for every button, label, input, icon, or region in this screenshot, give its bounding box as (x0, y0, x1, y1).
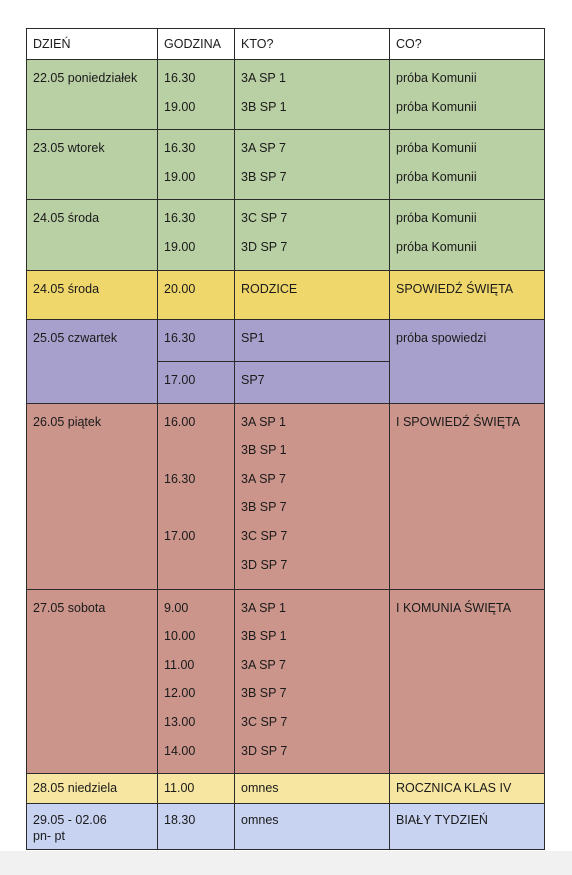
what-cell (390, 403, 545, 589)
who-cell (235, 774, 390, 804)
who-value: omnes (241, 781, 279, 796)
who-value: 3B SP 7 (241, 500, 287, 515)
what-value: BIAŁY TYDZIEŃ (396, 813, 488, 828)
what-cell (390, 130, 545, 200)
day-cell: 29.05 - 02.06 pn- pt (27, 804, 158, 850)
who-cell (235, 320, 390, 362)
what-cell (390, 271, 545, 320)
what-cell (390, 774, 545, 804)
table-row (27, 130, 545, 200)
table-row (27, 589, 545, 774)
time-value: 11.00 (164, 781, 195, 796)
time-value: 10.00 (164, 629, 196, 644)
day-cell: 23.05 wtorek (27, 130, 158, 200)
table-row (27, 403, 545, 589)
what-value: I KOMUNIA ŚWIĘTA (396, 600, 512, 615)
who-cell (235, 589, 390, 774)
day-cell: 27.05 sobota (27, 589, 158, 774)
what-cell (390, 60, 545, 130)
time-cell (158, 403, 235, 589)
time-cell (158, 271, 235, 320)
who-cell (235, 200, 390, 271)
table-row (27, 60, 545, 130)
header-time: GODZINA (158, 29, 235, 60)
who-value: omnes (241, 813, 279, 828)
who-value: 3C SP 7 (241, 211, 288, 226)
who-cell (235, 403, 390, 589)
who-value: RODZICE (241, 282, 298, 297)
time-value: 19.00 (164, 169, 196, 184)
time-value: 13.00 (164, 714, 196, 729)
schedule-table (26, 28, 545, 850)
what-value: I SPOWIEDŹ ŚWIĘTA (396, 414, 521, 429)
header-row (27, 29, 545, 60)
page-footer-strip (0, 851, 572, 875)
time-value: 16.00 (164, 414, 196, 429)
who-value: 3B SP 1 (241, 629, 287, 644)
day-cell: 25.05 czwartek (27, 320, 158, 403)
time-value: 20.00 (164, 282, 196, 297)
time-value: 9.00 (164, 600, 189, 615)
time-value: 16.30 (164, 471, 196, 486)
time-value: 12.00 (164, 686, 196, 701)
what-value: próba Komunii (396, 99, 477, 114)
time-cell (158, 774, 235, 804)
time-value: 17.00 (164, 528, 196, 543)
time-cell (158, 804, 235, 850)
what-cell (390, 320, 545, 403)
who-cell (235, 130, 390, 200)
what-cell (390, 200, 545, 271)
time-cell (158, 361, 235, 403)
time-value: 16.30 (164, 331, 196, 346)
who-value: 3A SP 7 (241, 657, 286, 672)
time-value: 17.00 (164, 372, 196, 387)
table-row (27, 200, 545, 271)
time-value: 19.00 (164, 99, 196, 114)
who-value: 3D SP 7 (241, 239, 288, 254)
what-value: próba spowiedzi (396, 331, 487, 346)
time-value: 16.30 (164, 71, 196, 85)
time-cell (158, 200, 235, 271)
day-cell: 24.05 środa (27, 200, 158, 271)
day-cell: 26.05 piątek (27, 403, 158, 589)
time-cell (158, 589, 235, 774)
time-value: 16.30 (164, 141, 196, 156)
who-cell (235, 271, 390, 320)
who-value: 3B SP 1 (241, 443, 287, 458)
time-value: 11.00 (164, 657, 195, 672)
who-value: 3C SP 7 (241, 528, 288, 543)
table-row (27, 320, 545, 362)
who-value: SP7 (241, 372, 265, 387)
header-who: KTO? (235, 29, 390, 60)
who-value: 3D SP 7 (241, 743, 288, 758)
what-cell (390, 804, 545, 850)
who-value: 3D SP 7 (241, 557, 288, 572)
day-cell: 24.05 środa (27, 271, 158, 320)
what-value: ROCZNICA KLAS IV (396, 781, 512, 796)
header-day: DZIEŃ (27, 29, 158, 60)
who-value: 3A SP 7 (241, 141, 286, 156)
time-cell (158, 130, 235, 200)
who-value: 3A SP 1 (241, 71, 286, 85)
who-value: 3B SP 7 (241, 686, 287, 701)
who-value: 3A SP 7 (241, 471, 286, 486)
who-value: 3B SP 1 (241, 99, 287, 114)
day-cell: 28.05 niedziela (27, 774, 158, 804)
who-cell (235, 60, 390, 130)
who-value: 3C SP 7 (241, 714, 288, 729)
what-value: próba Komunii (396, 169, 477, 184)
time-cell (158, 60, 235, 130)
what-cell (390, 589, 545, 774)
table-row (27, 774, 545, 804)
table-row (27, 271, 545, 320)
time-value: 14.00 (164, 743, 196, 758)
table-row (27, 804, 545, 850)
header-what: CO? (390, 29, 545, 60)
time-value: 18.30 (164, 813, 196, 828)
who-value: SP1 (241, 331, 265, 346)
time-value: 16.30 (164, 211, 196, 226)
day-cell: 22.05 poniedziałek (27, 60, 158, 130)
what-value: próba Komunii (396, 239, 477, 254)
who-cell (235, 804, 390, 850)
what-value: próba Komunii (396, 211, 477, 226)
who-cell (235, 361, 390, 403)
time-cell (158, 320, 235, 362)
time-value: 19.00 (164, 239, 196, 254)
who-value: 3A SP 1 (241, 414, 286, 429)
what-value: SPOWIEDŹ ŚWIĘTA (396, 282, 514, 297)
who-value: 3A SP 1 (241, 600, 286, 615)
who-value: 3B SP 7 (241, 169, 287, 184)
what-value: próba Komunii (396, 141, 477, 156)
what-value: próba Komunii (396, 71, 477, 85)
